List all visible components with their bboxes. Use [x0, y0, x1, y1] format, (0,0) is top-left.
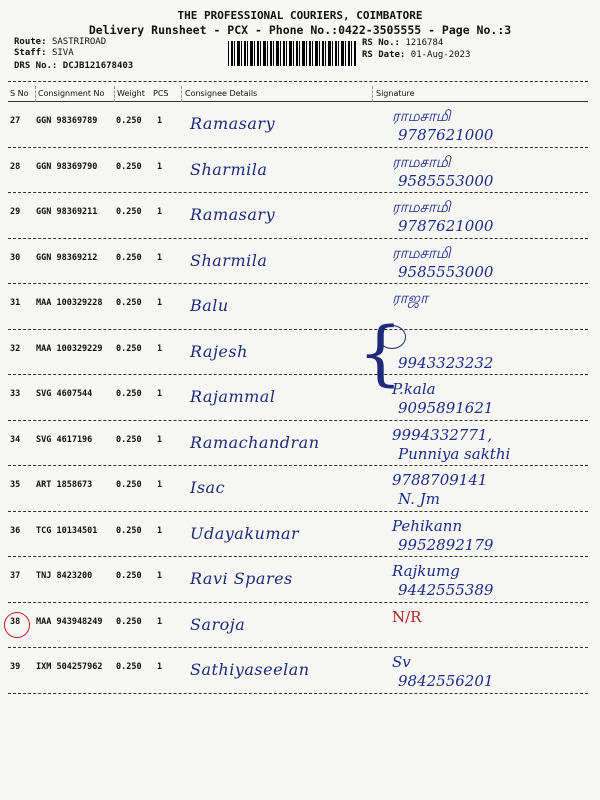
staff-line [14, 48, 74, 58]
row-consignee-handwritten: Ramachandran [190, 432, 320, 452]
col-header-consignment: Consignment No [38, 89, 105, 98]
bracket-mark: { [358, 312, 403, 394]
row-weight: 0.250 [116, 434, 142, 445]
row-sno: 28 [10, 161, 21, 172]
table-row [8, 468, 588, 514]
row-weight: 0.250 [116, 662, 142, 672]
row-weight: 0.250 [116, 616, 142, 627]
row-signature-line1: 9994332771, [392, 425, 493, 444]
col-header-signature: Signature [376, 89, 415, 98]
row-divider [8, 602, 588, 603]
row-weight: 0.250 [116, 161, 142, 172]
row-divider [8, 647, 588, 648]
row-consignment-no: GGN 98369790 [36, 161, 98, 172]
row-weight: 0.250 [116, 525, 142, 536]
row-signature-line2: 9787621000 [398, 217, 494, 235]
row-signature-line1: ராஜா [392, 289, 428, 307]
row-signature-line1: Rajkumg [392, 562, 460, 580]
row-weight: 0.250 [116, 389, 142, 399]
row-consignment-no: TCG 10134501 [36, 525, 98, 536]
row-divider [8, 693, 588, 694]
row-weight: 0.250 [116, 207, 142, 217]
row-consignee-handwritten: Sharmila [190, 159, 268, 179]
row-consignment-no: SVG 4617196 [36, 434, 93, 445]
row-consignment-no: IXM 504257962 [36, 662, 103, 672]
route-line [14, 37, 106, 47]
row-signature-line2: Punniya sakthi [398, 444, 511, 463]
row-weight: 0.250 [116, 571, 142, 581]
row-signature-line2: 9952892179 [398, 535, 494, 554]
header-rule-bottom [8, 101, 588, 102]
table-row [8, 195, 588, 241]
row-consignment-no: GGN 98369211 [36, 207, 98, 217]
table-row [8, 241, 588, 287]
row-pcs: 1 [157, 161, 163, 172]
row-consignment-no: TNJ 8423200 [36, 571, 93, 581]
row-pcs: 1 [157, 207, 163, 217]
row-signature-line2: N. Jm [398, 490, 440, 508]
row-sno: 36 [10, 525, 21, 536]
row-sno: 37 [10, 571, 21, 581]
row-consignment-no: GGN 98369789 [36, 116, 98, 126]
row-consignment-no: MAA 943948249 [36, 616, 103, 627]
row-consignee-handwritten: Rajesh [190, 341, 248, 361]
col-sep [181, 86, 182, 102]
rs-date-label: RS Date: [362, 50, 406, 60]
row-pcs: 1 [157, 343, 163, 354]
row-weight: 0.250 [116, 298, 142, 308]
row-sno: 30 [10, 252, 21, 263]
row-signature-line2: 9585553000 [398, 171, 494, 190]
drs-label: DRS No.: [14, 61, 58, 71]
row-signature-line1: ராமசாமி [392, 198, 451, 216]
row-divider [8, 147, 588, 148]
table-row [8, 286, 588, 332]
row-sno: 39 [10, 662, 21, 672]
table-row [8, 104, 588, 150]
row-signature-line2: 9787621000 [398, 126, 494, 144]
row-weight: 0.250 [116, 480, 142, 490]
row-pcs: 1 [157, 571, 163, 581]
row-signature-line1: 9788709141 [392, 471, 488, 489]
row-weight: 0.250 [116, 252, 142, 263]
row-consignee-handwritten: Udayakumar [190, 523, 300, 543]
row-divider [8, 420, 588, 421]
row-pcs: 1 [157, 616, 163, 627]
table-row [8, 559, 588, 605]
row-signature-line2: 9442555389 [398, 581, 494, 599]
row-pcs: 1 [157, 434, 163, 445]
table-row [8, 377, 588, 423]
row-weight: 0.250 [116, 116, 142, 126]
row-sno: 32 [10, 343, 21, 354]
row-consignment-no: GGN 98369212 [36, 252, 98, 263]
rs-no-value: 1216784 [405, 38, 444, 48]
row-divider [8, 511, 588, 512]
rs-no-label: RS No.: [362, 38, 400, 48]
row-consignment-no: SVG 4607544 [36, 389, 93, 399]
col-sep [114, 86, 115, 102]
row-signature-line2: 9842556201 [398, 672, 494, 690]
row-divider [8, 192, 588, 193]
row-sno: 38 [10, 616, 21, 627]
row-signature-line1: ராமசாமி [392, 152, 451, 171]
row-signature-line1: ராமசாமி [392, 107, 451, 125]
route-value: SASTRIROAD [51, 37, 107, 47]
row-consignee-handwritten: Isac [190, 478, 226, 497]
row-signature-line1: P.kala [392, 380, 436, 398]
row-signature-line2: 9095891621 [398, 399, 494, 417]
row-divider [8, 374, 588, 375]
row-signature-line2: 9943323232 [398, 353, 494, 372]
row-pcs: 1 [157, 298, 163, 308]
row-consignee-handwritten: Ramasary [190, 114, 276, 133]
header-rule-top [8, 81, 588, 82]
row-signature-line1: Sv [392, 653, 411, 671]
route-label: Route: [14, 37, 47, 47]
row-sno: 35 [10, 480, 21, 490]
row-signature-line1: Pehikann [392, 516, 463, 535]
row-divider [8, 556, 588, 557]
row-pcs: 1 [157, 525, 163, 536]
red-circle-mark [4, 612, 30, 638]
row-consignee-handwritten: Saroja [190, 614, 246, 634]
row-consignment-no: MAA 100329229 [36, 343, 103, 354]
row-sno: 31 [10, 298, 21, 308]
staff-label: Staff: [14, 48, 47, 58]
rs-date-value: 01-Aug-2023 [410, 50, 471, 60]
col-header-weight: Weight [117, 89, 145, 98]
col-sep [35, 86, 36, 102]
row-pcs: 1 [157, 252, 163, 263]
row-pcs: 1 [157, 662, 163, 672]
row-divider [8, 238, 588, 239]
company-title: THE PROFESSIONAL COURIERS, COIMBATORE [177, 9, 423, 22]
row-consignee-handwritten: Ravi Spares [190, 569, 293, 588]
row-weight: 0.250 [116, 343, 142, 354]
row-sno: 34 [10, 434, 21, 445]
scribble-mark [378, 325, 406, 349]
row-pcs: 1 [157, 480, 163, 490]
row-divider [8, 329, 588, 330]
row-consignee-handwritten: Ramasary [190, 205, 276, 224]
row-pcs: 1 [157, 116, 163, 126]
col-sep [372, 86, 373, 102]
row-sno: 27 [10, 116, 21, 126]
row-signature-line1: ராமசாமி [392, 243, 451, 262]
drs-line [14, 61, 133, 71]
row-sno: 29 [10, 207, 21, 217]
table-row [8, 150, 588, 196]
row-sno: 33 [10, 389, 21, 399]
barcode-image [228, 41, 356, 66]
row-signature-line1: N/R [392, 607, 422, 626]
row-signature-line2: 9585553000 [398, 262, 494, 281]
row-divider [8, 465, 588, 466]
table-row [8, 605, 588, 651]
rs-date-line [362, 50, 470, 60]
row-divider [8, 283, 588, 284]
col-header-sno: S No [10, 89, 29, 98]
runsheet-subtitle: Delivery Runsheet - PCX - Phone No.:0422-3505555 - Page No.:3 [88, 23, 512, 37]
row-consignee-handwritten: Balu [190, 296, 229, 315]
staff-value: SIVA [51, 48, 74, 58]
row-consignment-no: MAA 100329228 [36, 298, 103, 308]
col-header-pcs: PCS [153, 89, 169, 98]
row-consignee-handwritten: Rajammal [190, 387, 276, 406]
row-consignee-handwritten: Sharmila [190, 250, 268, 270]
table-row [8, 332, 588, 378]
col-header-consignee: Consignee Details [185, 89, 258, 98]
row-consignee-handwritten: Sathiyaseelan [190, 660, 310, 679]
rs-no-line [362, 38, 443, 48]
row-consignment-no: ART 1858673 [36, 480, 93, 490]
row-pcs: 1 [157, 389, 163, 399]
drs-value: DCJB121678403 [62, 61, 134, 71]
